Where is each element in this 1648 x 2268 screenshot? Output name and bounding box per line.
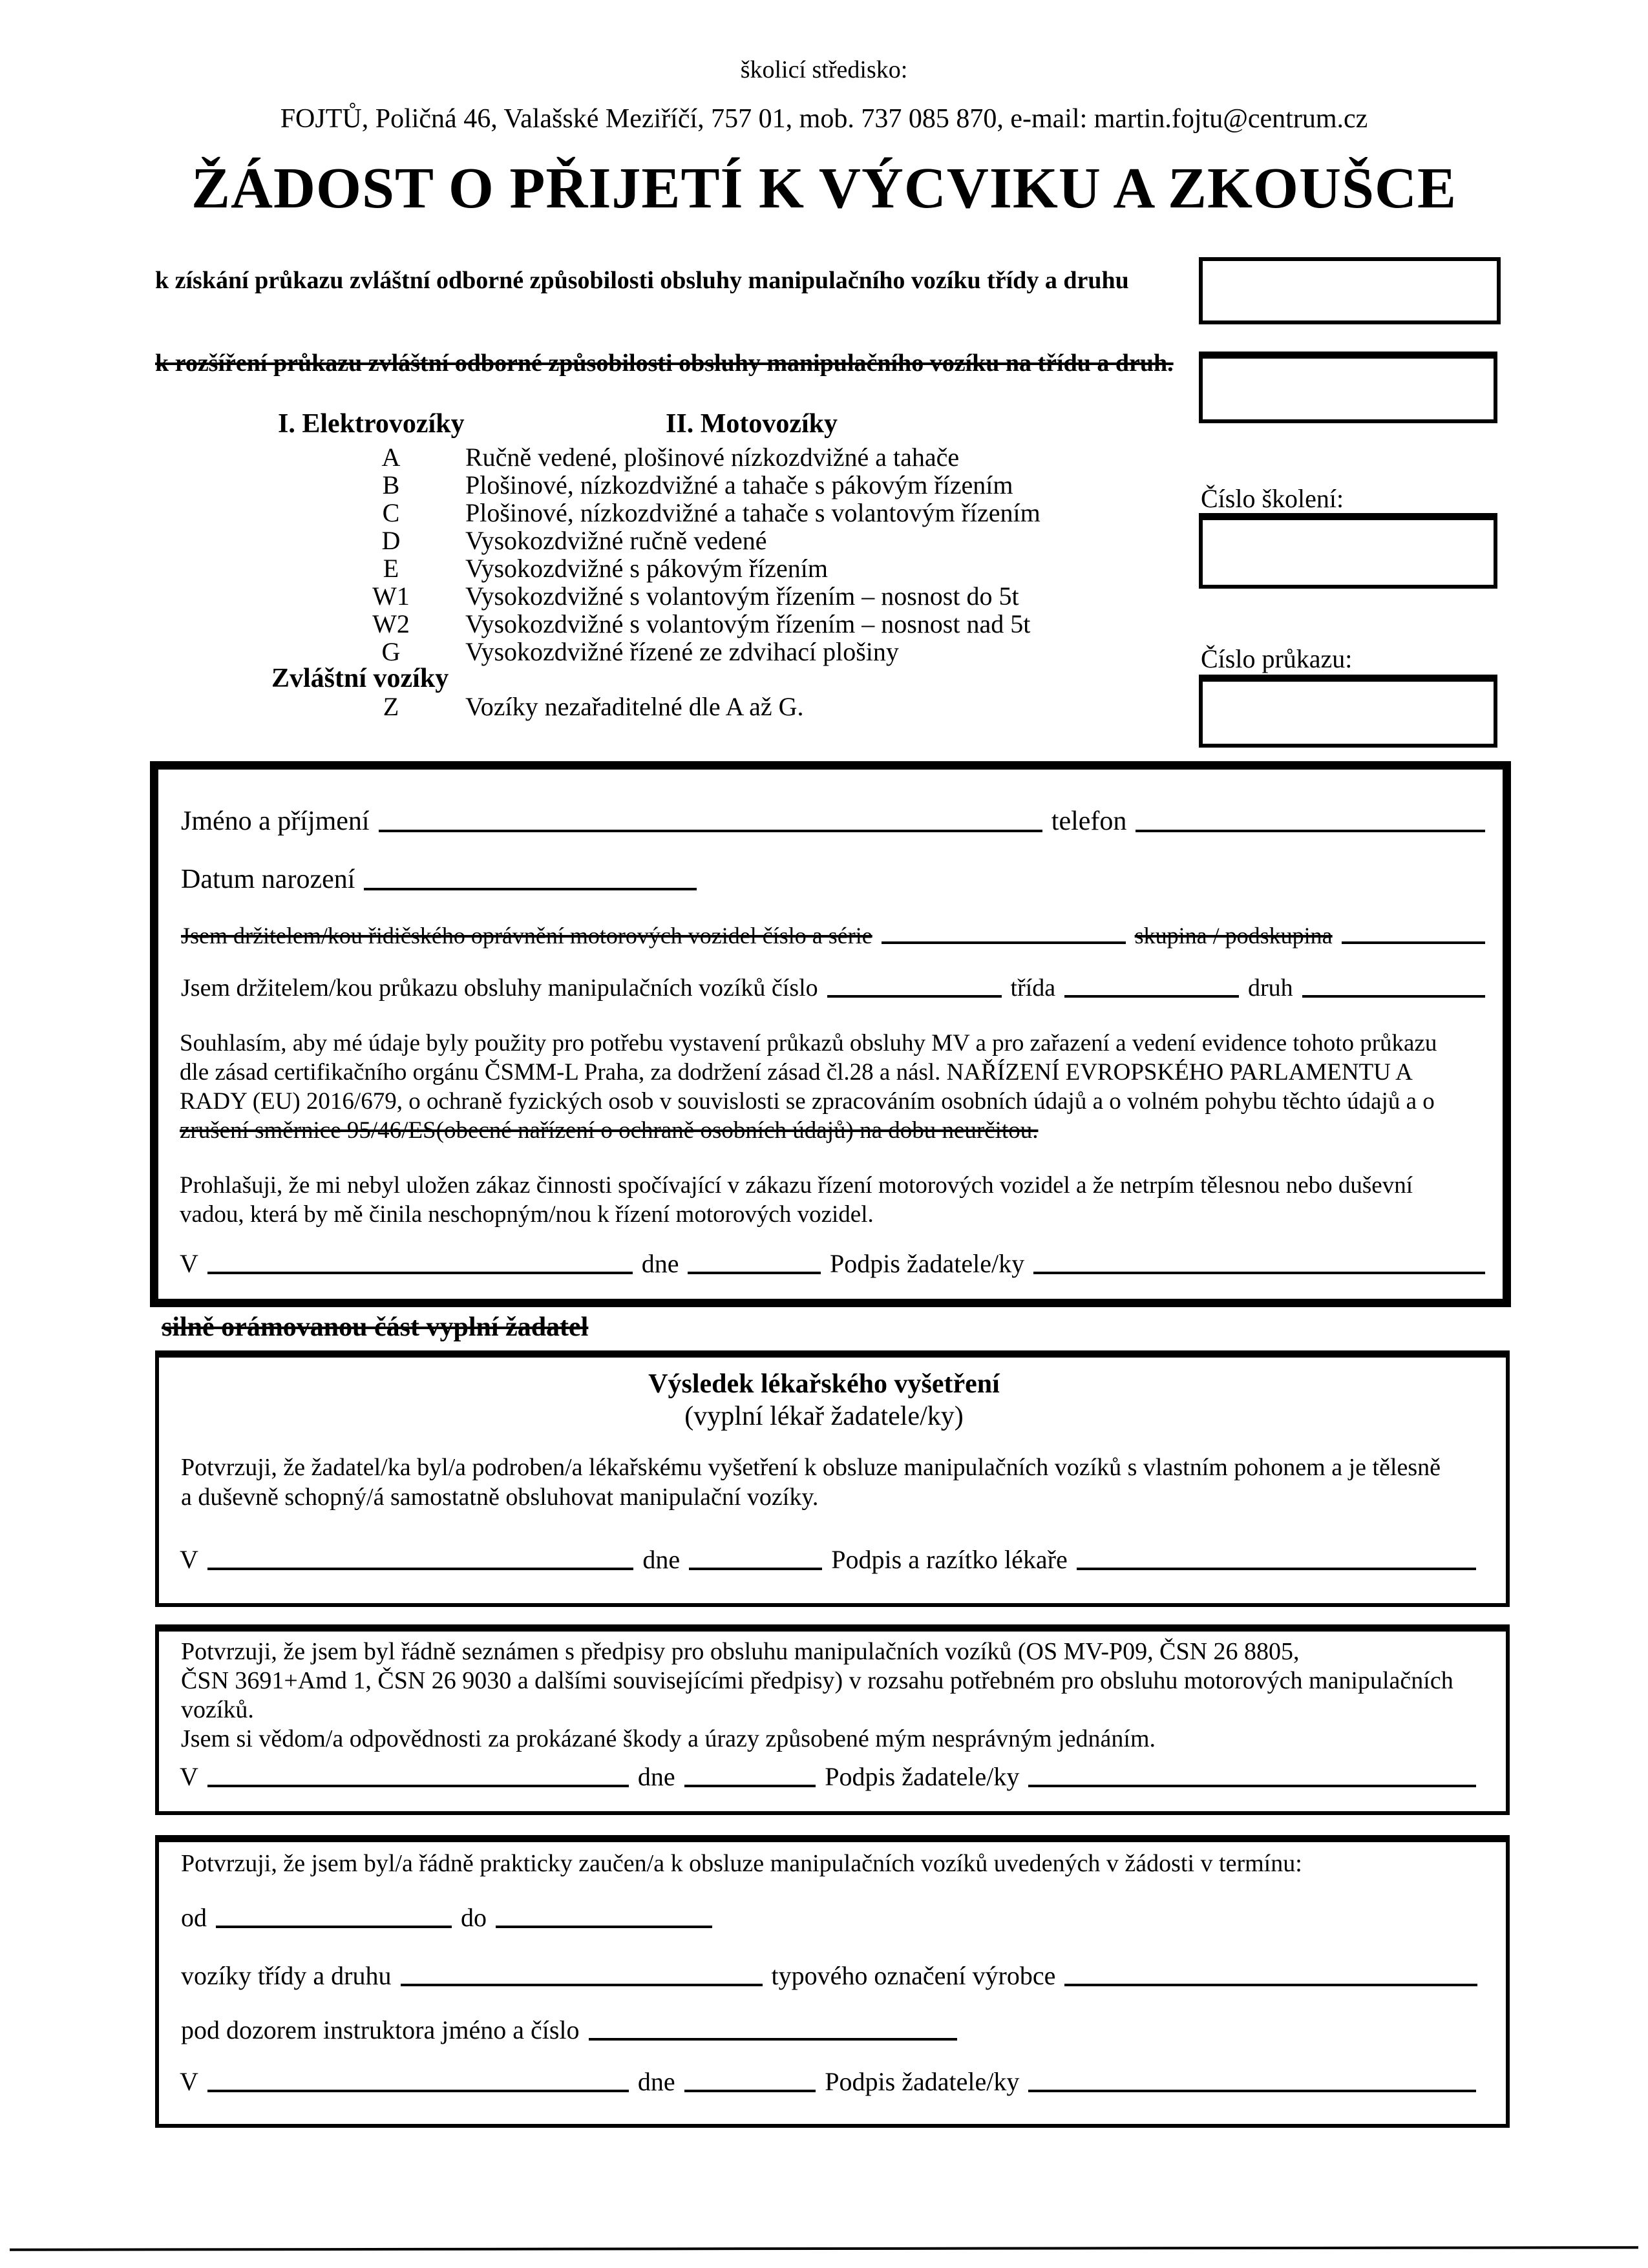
driving-license-row	[181, 923, 1494, 949]
date-fill-line[interactable]	[684, 2089, 816, 2092]
consent-line: dle zásad certifikačního orgánu ČSMM-L Praha, za dodržení zásad čl.28 a násl. NAŘÍZENÍ EVROPSKÉHO PARLAMENTU A	[180, 1059, 1413, 1086]
name-row	[181, 806, 1494, 837]
class-label: Ručně vedené, plošinové nízkozdvižné a tahače	[465, 443, 960, 472]
consent-line: Souhlasím, aby mé údaje byly použity pro potřebu vystavení průkazů obsluhy MV a pro zařazení a vedení evidence tohoto průkazu	[180, 1030, 1437, 1056]
phone-label: telefon	[1051, 806, 1127, 836]
place-fill-line[interactable]	[207, 1567, 634, 1570]
declaration-line: Prohlašuji, že mi nebyl uložen zákaz činnosti spočívající v zákazu řízení motorových vozidel a že netrpím tělesnou nebo duševní	[180, 1172, 1413, 1199]
purpose-extend-line: k rozšíření průkazu zvláštní odborné způsobilosti obsluhy manipulačního vozíku na třídu a druh.	[155, 350, 1174, 377]
consent-struck-line: zrušení směrnice 95/46/ES(obecné nařízení o ochraně osobních údajů) na dobu neurčitou.	[180, 1117, 1039, 1144]
class-label: Vysokozdvižné ručně vedené	[465, 526, 767, 555]
date-label: dne	[641, 1249, 679, 1278]
electro-trucks-header: I. Elektrovozíky	[278, 409, 465, 439]
instructor-row	[181, 2016, 966, 2045]
class-code: A	[381, 443, 401, 472]
class-code: Z	[383, 692, 399, 721]
to-label: do	[461, 1903, 487, 1932]
class-fill-line[interactable]	[1064, 994, 1239, 998]
birth-date-fill-line[interactable]	[364, 887, 697, 890]
term-row	[181, 1904, 721, 1933]
place-fill-line[interactable]	[207, 1784, 629, 1787]
instructor-fill-line[interactable]	[589, 2037, 957, 2041]
signature-fill-line[interactable]	[1028, 1784, 1476, 1787]
date-label: dne	[637, 1762, 675, 1791]
class-code: G	[381, 637, 401, 666]
consent-paragraph	[180, 1029, 1498, 1145]
training-number-label: Číslo školení:	[1201, 484, 1344, 513]
class-code: B	[382, 470, 400, 499]
regulations-line: Jsem si vědom/a odpovědnosti za prokázané škody a úrazy způsobené mým nesprávným jednáním.	[181, 1725, 1156, 1752]
date-fill-line[interactable]	[688, 1271, 821, 1274]
class-code: E	[383, 554, 399, 583]
card-number-box[interactable]	[1199, 675, 1497, 748]
phone-fill-line[interactable]	[1136, 829, 1485, 832]
class-label: Vozíky nezařaditelné dle A až G.	[465, 692, 804, 721]
birth-row	[181, 865, 706, 895]
bold-frame-note: silně orámovanou část vyplní žadatel	[162, 1312, 589, 1342]
to-fill-line[interactable]	[496, 1925, 712, 1928]
special-trucks-header: Zvláštní vozíky	[271, 664, 449, 693]
signature-label: Podpis žadatele/ky	[830, 1249, 1025, 1278]
place-label: V	[180, 1545, 198, 1574]
birth-date-label: Datum narození	[181, 865, 355, 894]
signature-fill-line[interactable]	[1033, 1271, 1485, 1274]
manufacturer-type-label: typového označení výrobce	[771, 1961, 1056, 1990]
class-code: D	[381, 526, 401, 555]
consent-line: RADY (EU) 2016/679, o ochraně fyzických osob v souvislosti se zpracováním osobních údajů a o volném pohybu těchto údajů a o	[180, 1088, 1435, 1115]
truck-class-kind-label: vozíky třídy a druhu	[181, 1961, 392, 1990]
practical-signature-row	[180, 2068, 1485, 2097]
place-fill-line[interactable]	[207, 1271, 633, 1274]
class-label: Vysokozdvižné s pákovým řízením	[465, 554, 828, 583]
class-kind-box-obtain[interactable]	[1199, 257, 1501, 324]
declaration-paragraph	[180, 1171, 1498, 1229]
applicant-signature-row	[180, 1250, 1494, 1279]
signature-label: Podpis žadatele/ky	[825, 2067, 1020, 2096]
training-number-box[interactable]	[1199, 513, 1497, 589]
truck-card-label: Jsem držitelem/kou průkazu obsluhy manipulačních vozíků číslo	[181, 974, 818, 1002]
doctor-signature-row	[180, 1546, 1485, 1575]
date-fill-line[interactable]	[689, 1567, 822, 1570]
driving-license-label: Jsem držitelem/kou řidičského oprávnění motorových vozidel číslo a série	[181, 923, 872, 949]
name-label: Jméno a příjmení	[181, 806, 370, 836]
class-kind-box-extend[interactable]	[1199, 352, 1497, 423]
motor-trucks-header: II. Motovozíky	[666, 409, 838, 439]
regulations-signature-row	[180, 1763, 1485, 1792]
medical-line: Potvrzuji, že žadatel/ka byl/a podroben/a lékařskému vyšetření k obsluze manipulačních vozíků s vlastním pohonem a je tělesně	[181, 1454, 1441, 1481]
manufacturer-type-fill-line[interactable]	[1064, 1983, 1477, 1986]
kind-fill-line[interactable]	[1302, 994, 1485, 998]
training-center-address: FOJTŮ, Poličná 46, Valašské Meziříčí, 757 01, mob. 737 085 870, e-mail: martin.fojtu@centrum.cz	[280, 104, 1368, 134]
medical-paragraph	[181, 1453, 1480, 1512]
regulations-line: Potvrzuji, že jsem byl řádně seznámen s předpisy pro obsluhu manipulačních vozíků (OS MV-P09, ČSN 26 8805,	[181, 1638, 1300, 1665]
regulations-line: ČSN 3691+Amd 1, ČSN 26 9030 a dalšími souvisejícími předpisy) v rozsahu potřebném pro obsluhu motorových manipulačních	[181, 1667, 1453, 1694]
truck-type-row	[181, 1962, 1486, 1991]
truck-card-row	[181, 974, 1494, 1002]
purpose-obtain-line: k získání průkazu zvláštní odborné způsobilosti obsluhy manipulačního vozíku třídy a druhu	[155, 267, 1129, 294]
class-label: Plošinové, nízkozdvižné a tahače s volantovým řízením	[465, 498, 1041, 527]
class-code: C	[382, 498, 400, 527]
declaration-line: vadou, která by mě činila neschopným/nou k řízení motorových vozidel.	[180, 1201, 874, 1228]
group-fill-line[interactable]	[1342, 941, 1485, 944]
group-subgroup-label: skupina / podskupina	[1134, 923, 1333, 949]
class-code: W2	[372, 609, 410, 638]
class-label: Plošinové, nízkozdvižné a tahače s pákovým řízením	[465, 470, 1013, 499]
class-code: W1	[372, 582, 410, 611]
from-fill-line[interactable]	[216, 1925, 452, 1928]
signature-fill-line[interactable]	[1028, 2089, 1476, 2092]
kind-word-label: druh	[1248, 974, 1293, 1002]
place-fill-line[interactable]	[207, 2089, 629, 2092]
truck-class-kind-fill-line[interactable]	[401, 1983, 763, 1986]
medical-line: a duševně schopný/á samostatně obsluhovat manipulační vozíky.	[181, 1484, 819, 1511]
class-label: Vysokozdvižné s volantovým řízením – nosnost nad 5t	[465, 609, 1031, 638]
license-number-fill-line[interactable]	[882, 941, 1126, 944]
scan-artifact-line	[10, 2246, 1638, 2251]
medical-title: Výsledek lékařského vyšetření	[648, 1369, 1000, 1399]
class-label: Vysokozdvižné s volantovým řízením – nosnost do 5t	[465, 582, 1019, 611]
date-label: dne	[637, 2067, 675, 2096]
regulations-paragraph	[181, 1637, 1486, 1754]
truck-card-number-fill-line[interactable]	[827, 994, 1002, 998]
from-label: od	[181, 1903, 207, 1932]
card-number-label: Číslo průkazu:	[1201, 644, 1353, 673]
signature-label: Podpis žadatele/ky	[825, 1762, 1020, 1791]
class-word-label: třída	[1010, 974, 1056, 1002]
practical-intro: Potvrzuji, že jsem byl/a řádně prakticky zaučen/a k obsluze manipulačních vozíků uvedených v žádosti v termínu:	[181, 1850, 1302, 1877]
doctor-signature-fill-line[interactable]	[1077, 1567, 1476, 1570]
place-label: V	[180, 1762, 198, 1791]
regulations-line: vozíků.	[181, 1696, 254, 1723]
doctor-signature-label: Podpis a razítko lékaře	[831, 1545, 1068, 1574]
training-center-label: školicí středisko:	[740, 56, 908, 83]
date-fill-line[interactable]	[684, 1784, 816, 1787]
class-label: Vysokozdvižné řízené ze zdvihací plošiny	[465, 637, 899, 666]
instructor-label: pod dozorem instruktora jméno a číslo	[181, 2015, 580, 2044]
page-title: ŽÁDOST O PŘIJETÍ K VÝCVIKU A ZKOUŠCE	[191, 156, 1457, 220]
place-label: V	[180, 2067, 198, 2096]
place-label: V	[180, 1249, 198, 1278]
medical-subtitle: (vyplní lékař žadatele/ky)	[684, 1402, 964, 1431]
date-label: dne	[642, 1545, 681, 1574]
name-fill-line[interactable]	[379, 829, 1042, 832]
